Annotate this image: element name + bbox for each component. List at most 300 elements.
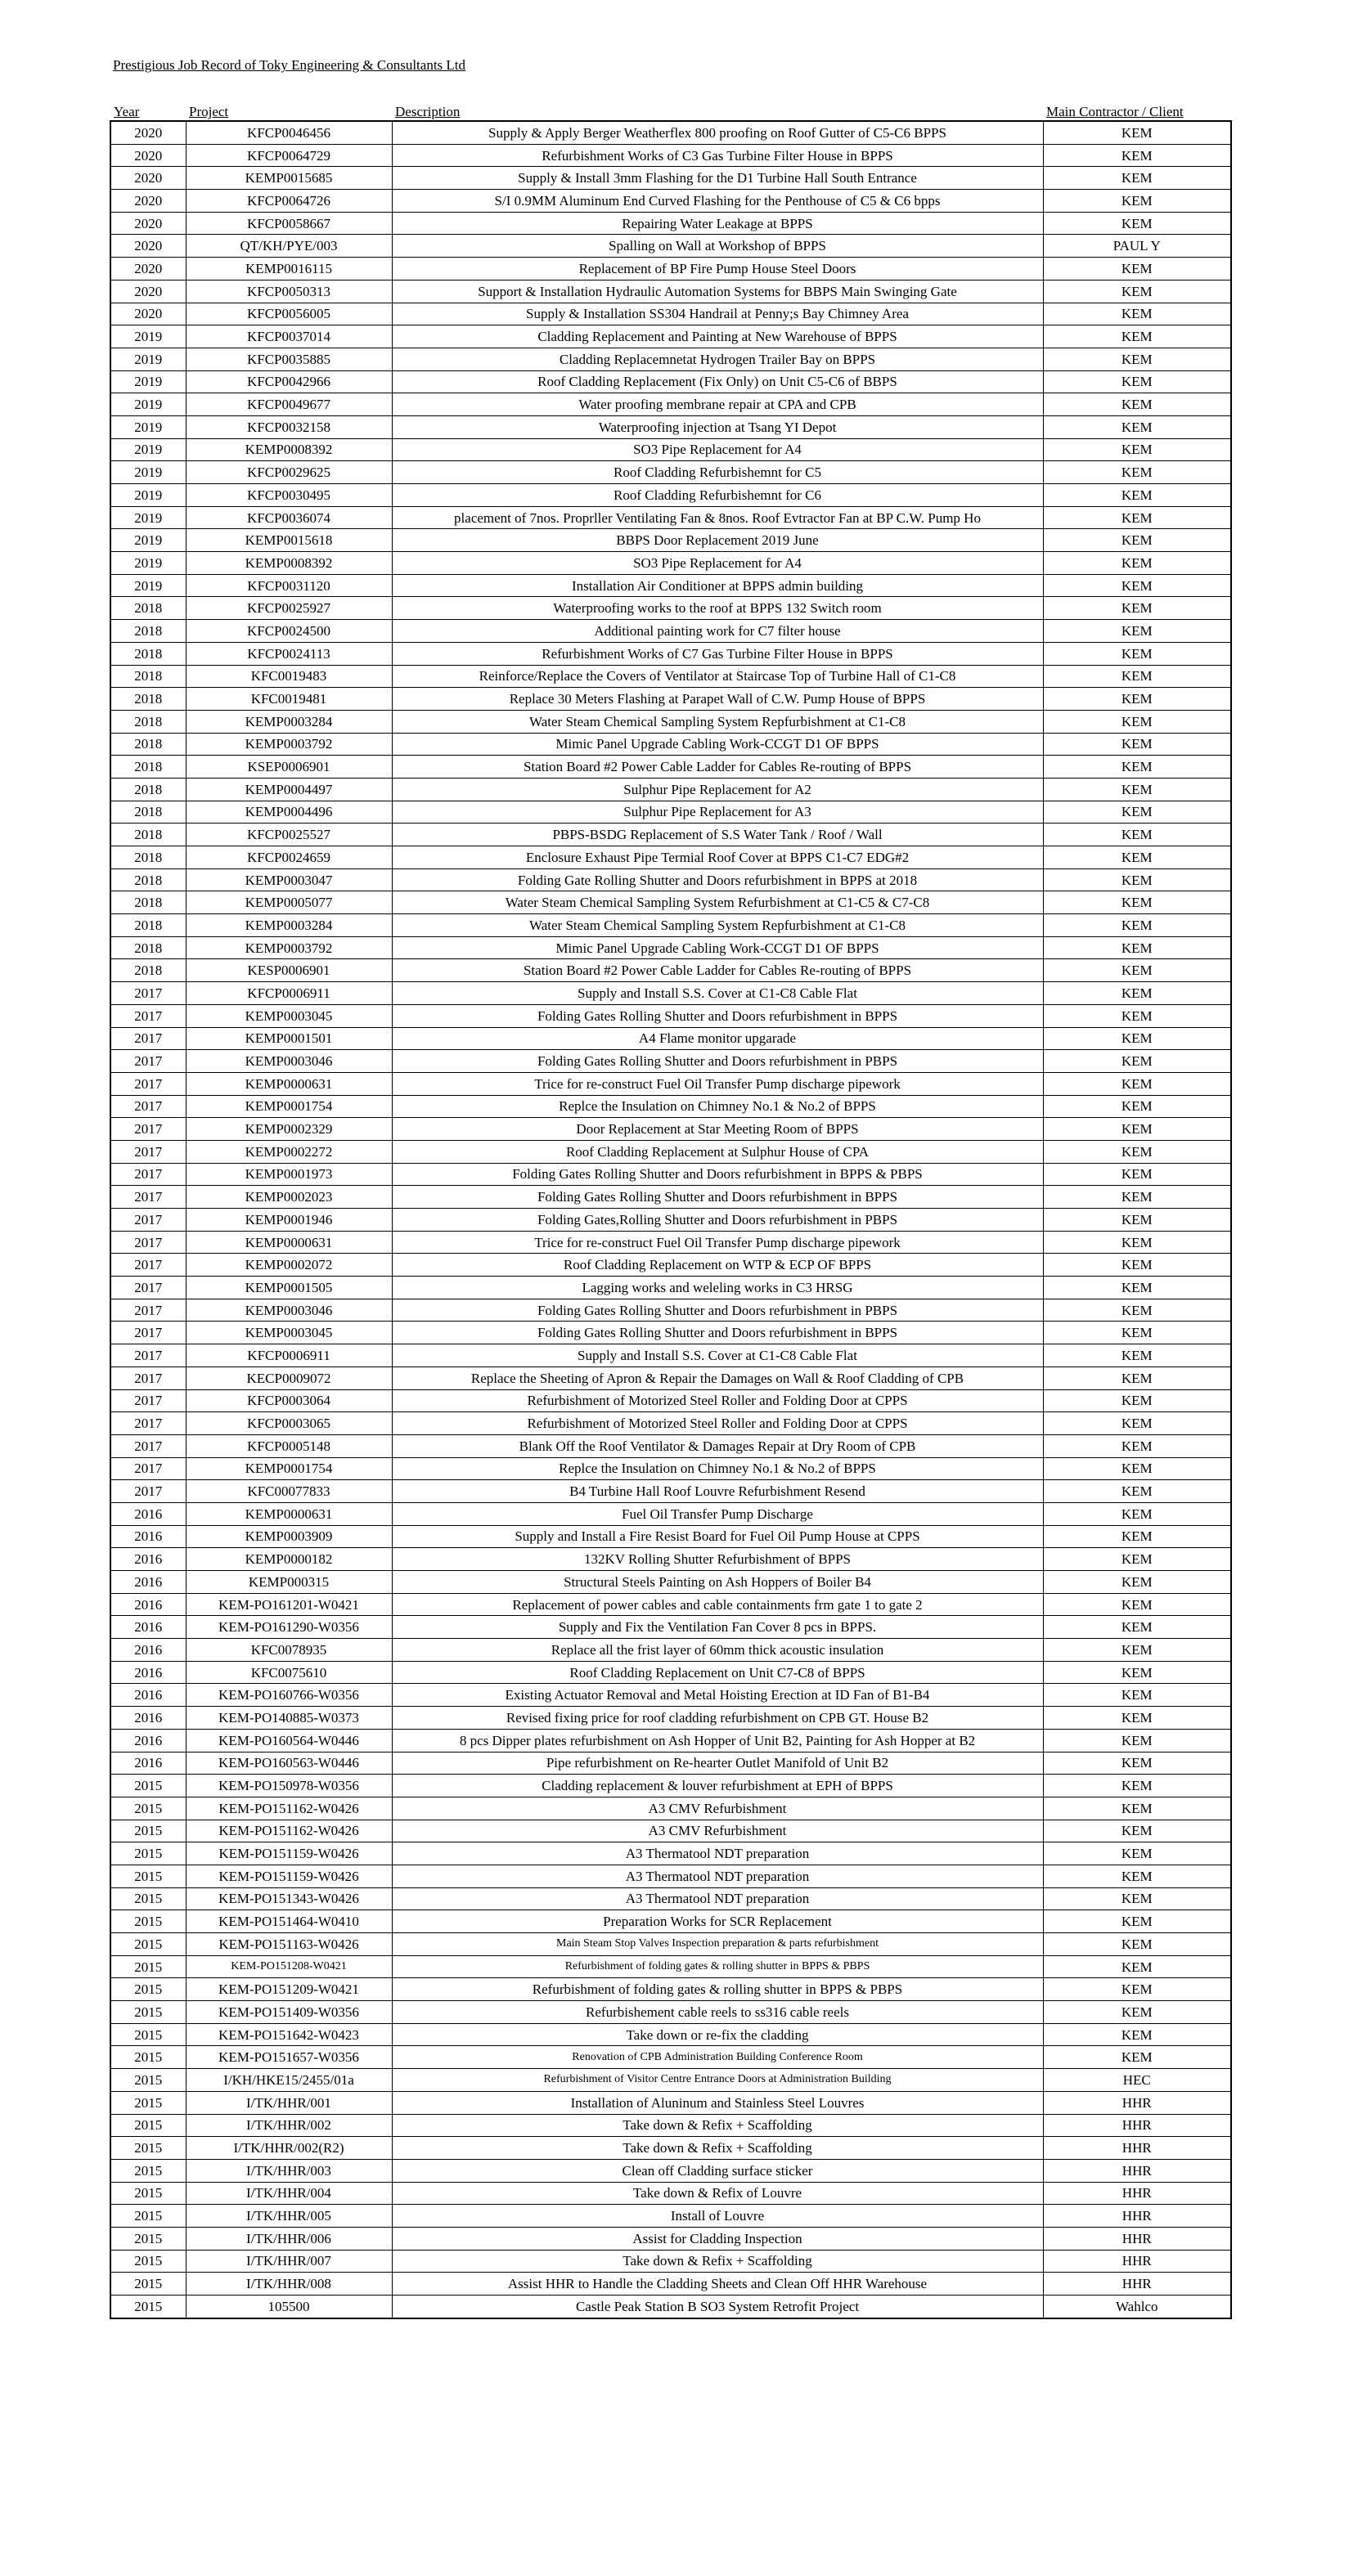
table-header-row — [110, 102, 1231, 121]
table-row — [110, 688, 1231, 711]
table-row — [110, 461, 1231, 484]
table-row — [110, 2091, 1231, 2114]
cell-project: KEM-PO151409-W0356 — [186, 2001, 392, 2024]
table-row — [110, 121, 1231, 144]
cell-year: 2015 — [110, 2250, 186, 2273]
table-row — [110, 1571, 1231, 1594]
cell-client: HHR — [1043, 2273, 1231, 2296]
cell-description: Refurbishement cable reels to ss316 cable reels — [392, 2001, 1043, 2024]
table-row — [110, 167, 1231, 190]
cell-year: 2019 — [110, 574, 186, 597]
table-row — [110, 258, 1231, 280]
cell-description: Preparation Works for SCR Replacement — [392, 1910, 1043, 1933]
cell-year: 2020 — [110, 167, 186, 190]
table-row — [110, 212, 1231, 235]
cell-description: Roof Cladding Refurbishemnt for C5 — [392, 461, 1043, 484]
cell-year: 2015 — [110, 1775, 186, 1797]
cell-description: Lagging works and weleling works in C3 HRSG — [392, 1277, 1043, 1299]
cell-year: 2017 — [110, 1118, 186, 1141]
cell-description: Folding Gates Rolling Shutter and Doors refurbishment in BPPS & PBPS — [392, 1163, 1043, 1186]
cell-description: Folding Gates,Rolling Shutter and Doors refurbishment in PBPS — [392, 1209, 1043, 1232]
cell-description: A3 Thermatool NDT preparation — [392, 1887, 1043, 1910]
cell-year: 2018 — [110, 710, 186, 733]
cell-year: 2017 — [110, 1140, 186, 1163]
cell-project: KFCP0042966 — [186, 370, 392, 393]
cell-project: I/TK/HHR/002(R2) — [186, 2137, 392, 2160]
cell-description: Refurbishment of folding gates & rolling shutter in BPPS & PBPS — [392, 1978, 1043, 2001]
cell-year: 2017 — [110, 1344, 186, 1367]
cell-year: 2018 — [110, 891, 186, 914]
cell-year: 2015 — [110, 1820, 186, 1842]
table-row — [110, 1639, 1231, 1662]
cell-client: KEM — [1043, 1502, 1231, 1525]
table-row — [110, 1775, 1231, 1797]
cell-project: KEMP0008392 — [186, 552, 392, 575]
cell-project: KFCP0006911 — [186, 982, 392, 1005]
table-row — [110, 597, 1231, 620]
cell-client: KEM — [1043, 1186, 1231, 1209]
cell-client: KEM — [1043, 1548, 1231, 1571]
table-row — [110, 1050, 1231, 1073]
cell-description: Reinforce/Replace the Covers of Ventilator at Staircase Top of Turbine Hall of C1-C8 — [392, 665, 1043, 688]
cell-description: Roof Cladding Replacement on WTP & ECP OF BPPS — [392, 1254, 1043, 1277]
cell-description: Replace the Sheeting of Apron & Repair the Damages on Wall & Roof Cladding of CPB — [392, 1367, 1043, 1389]
cell-description: Trice for re-construct Fuel Oil Transfer Pump discharge pipework — [392, 1231, 1043, 1254]
cell-client: KEM — [1043, 1593, 1231, 1616]
cell-project: KFCP0058667 — [186, 212, 392, 235]
cell-description: Roof Cladding Replacement on Unit C7-C8 of BPPS — [392, 1661, 1043, 1684]
cell-client: KEM — [1043, 1209, 1231, 1232]
cell-client: KEM — [1043, 1865, 1231, 1887]
cell-client: KEM — [1043, 914, 1231, 937]
header-client: Main Contractor / Client — [1046, 104, 1184, 119]
table-row — [110, 1457, 1231, 1480]
cell-project: KFCP0003065 — [186, 1412, 392, 1435]
cell-project: KEMP0016115 — [186, 258, 392, 280]
table-row — [110, 574, 1231, 597]
cell-client: KEM — [1043, 574, 1231, 597]
table-row — [110, 303, 1231, 325]
table-row — [110, 2182, 1231, 2205]
cell-year: 2015 — [110, 1933, 186, 1956]
cell-project: I/TK/HHR/005 — [186, 2205, 392, 2228]
cell-project: KEMP0002272 — [186, 1140, 392, 1163]
cell-client: KEM — [1043, 1820, 1231, 1842]
cell-client: HHR — [1043, 2159, 1231, 2182]
cell-project: KEMP0001754 — [186, 1095, 392, 1118]
cell-project: KEMP0003046 — [186, 1299, 392, 1322]
cell-client: KEM — [1043, 1322, 1231, 1344]
cell-client: KEM — [1043, 415, 1231, 438]
table-row — [110, 552, 1231, 575]
header-year: Year — [114, 104, 140, 119]
cell-client: KEM — [1043, 552, 1231, 575]
cell-client: KEM — [1043, 1571, 1231, 1594]
cell-project: KEMP0003045 — [186, 1322, 392, 1344]
cell-description: Folding Gates Rolling Shutter and Doors refurbishment in PBPS — [392, 1050, 1043, 1073]
table-row — [110, 2227, 1231, 2250]
cell-description: Castle Peak Station B SO3 System Retrofit Project — [392, 2296, 1043, 2318]
cell-project: KFCP0032158 — [186, 415, 392, 438]
cell-project: QT/KH/PYE/003 — [186, 235, 392, 258]
cell-client: KEM — [1043, 665, 1231, 688]
table-row — [110, 2023, 1231, 2046]
cell-year: 2018 — [110, 620, 186, 643]
cell-client: HHR — [1043, 2182, 1231, 2205]
table-row — [110, 914, 1231, 937]
cell-description: Assist HHR to Handle the Cladding Sheets and Clean Off HHR Warehouse — [392, 2273, 1043, 2296]
cell-description: 8 pcs Dipper plates refurbishment on Ash Hopper of Unit B2, Painting for Ash Hopper at B2 — [392, 1729, 1043, 1752]
cell-client: KEM — [1043, 1842, 1231, 1865]
cell-project: KEM-PO151464-W0410 — [186, 1910, 392, 1933]
table-row — [110, 824, 1231, 846]
cell-year: 2017 — [110, 1434, 186, 1457]
cell-project: KFCP0037014 — [186, 325, 392, 348]
table-row — [110, 280, 1231, 303]
cell-client: KEM — [1043, 303, 1231, 325]
cell-client: KEM — [1043, 756, 1231, 779]
cell-description: Supply and Install S.S. Cover at C1-C8 Cable Flat — [392, 982, 1043, 1005]
cell-year: 2015 — [110, 2205, 186, 2228]
cell-project: KEM-PO161201-W0421 — [186, 1593, 392, 1616]
cell-project: KEMP0003046 — [186, 1050, 392, 1073]
cell-client: HEC — [1043, 2069, 1231, 2092]
table-row — [110, 1865, 1231, 1887]
cell-description: Revised fixing price for roof cladding refurbishment on CPB GT. House B2 — [392, 1707, 1043, 1730]
cell-project: KEMP0002023 — [186, 1186, 392, 1209]
cell-description: Waterproofing works to the roof at BPPS 132 Switch room — [392, 597, 1043, 620]
table-row — [110, 393, 1231, 416]
cell-project: KFCP0025527 — [186, 824, 392, 846]
table-row — [110, 1434, 1231, 1457]
cell-project: KFCP0056005 — [186, 303, 392, 325]
cell-client: KEM — [1043, 1752, 1231, 1775]
cell-year: 2015 — [110, 1978, 186, 2001]
cell-project: KEMP0003792 — [186, 936, 392, 959]
cell-project: KFCP0064729 — [186, 144, 392, 167]
cell-year: 2016 — [110, 1729, 186, 1752]
cell-project: KEMP0003047 — [186, 868, 392, 891]
cell-year: 2018 — [110, 868, 186, 891]
cell-description: Supply and Install S.S. Cover at C1-C8 Cable Flat — [392, 1344, 1043, 1367]
cell-year: 2016 — [110, 1661, 186, 1684]
cell-description: Cladding replacement & louver refurbishment at EPH of BPPS — [392, 1775, 1043, 1797]
cell-project: KEM-PO140885-W0373 — [186, 1707, 392, 1730]
table-row — [110, 1593, 1231, 1616]
cell-description: Refurbishment of Motorized Steel Roller and Folding Door at CPPS — [392, 1389, 1043, 1412]
cell-description: Supply & Apply Berger Weatherflex 800 proofing on Roof Gutter of C5-C6 BPPS — [392, 121, 1043, 144]
cell-year: 2017 — [110, 1186, 186, 1209]
cell-client: KEM — [1043, 438, 1231, 461]
table-row — [110, 1820, 1231, 1842]
cell-year: 2017 — [110, 1027, 186, 1050]
cell-client: KEM — [1043, 597, 1231, 620]
table-row — [110, 144, 1231, 167]
cell-client: KEM — [1043, 710, 1231, 733]
table-row — [110, 1933, 1231, 1956]
cell-project: KEM-PO160563-W0446 — [186, 1752, 392, 1775]
cell-project: KFCP0005148 — [186, 1434, 392, 1457]
cell-project: KFCP0024113 — [186, 642, 392, 665]
cell-description: Repairing Water Leakage at BPPS — [392, 212, 1043, 235]
table-row — [110, 801, 1231, 824]
cell-client: KEM — [1043, 1729, 1231, 1752]
cell-client: HHR — [1043, 2205, 1231, 2228]
cell-description: Support & Installation Hydraulic Automation Systems for BBPS Main Swinging Gate — [392, 280, 1043, 303]
header-description: Description — [395, 104, 461, 119]
cell-client: KEM — [1043, 1344, 1231, 1367]
cell-description: Supply & Install 3mm Flashing for the D1 Turbine Hall South Entrance — [392, 167, 1043, 190]
cell-description: placement of 7nos. Proprller Ventilating Fan & 8nos. Roof Evtractor Fan at BP C.W. Pump Ho — [392, 506, 1043, 529]
cell-year: 2020 — [110, 121, 186, 144]
cell-description: Main Steam Stop Valves Inspection preparation & parts refurbishment — [392, 1933, 1043, 1956]
cell-client: KEM — [1043, 325, 1231, 348]
table-row — [110, 1389, 1231, 1412]
cell-client: KEM — [1043, 348, 1231, 370]
table-row — [110, 1842, 1231, 1865]
cell-client: KEM — [1043, 1004, 1231, 1027]
cell-description: Take down or re-fix the cladding — [392, 2023, 1043, 2046]
cell-year: 2018 — [110, 756, 186, 779]
cell-project: KEMP0004497 — [186, 778, 392, 801]
cell-year: 2018 — [110, 597, 186, 620]
cell-project: KEM-PO151343-W0426 — [186, 1887, 392, 1910]
table-row — [110, 2046, 1231, 2069]
cell-client: KEM — [1043, 1299, 1231, 1322]
cell-year: 2020 — [110, 190, 186, 213]
cell-client: KEM — [1043, 1797, 1231, 1820]
cell-description: Take down & Refix + Scaffolding — [392, 2114, 1043, 2137]
cell-year: 2017 — [110, 1457, 186, 1480]
cell-project: KFCP0046456 — [186, 121, 392, 144]
cell-project: I/TK/HHR/004 — [186, 2182, 392, 2205]
cell-project: I/TK/HHR/007 — [186, 2250, 392, 2273]
cell-client: KEM — [1043, 506, 1231, 529]
cell-description: A3 Thermatool NDT preparation — [392, 1865, 1043, 1887]
cell-project: KFCP0035885 — [186, 348, 392, 370]
cell-year: 2015 — [110, 1887, 186, 1910]
cell-year: 2015 — [110, 2137, 186, 2160]
cell-year: 2016 — [110, 1752, 186, 1775]
table-row — [110, 868, 1231, 891]
table-row — [110, 1072, 1231, 1095]
cell-year: 2017 — [110, 1412, 186, 1435]
cell-year: 2016 — [110, 1684, 186, 1707]
cell-year: 2020 — [110, 144, 186, 167]
cell-description: S/I 0.9MM Aluminum End Curved Flashing for the Penthouse of C5 & C6 bpps — [392, 190, 1043, 213]
cell-year: 2015 — [110, 2273, 186, 2296]
cell-project: KEM-PO151162-W0426 — [186, 1820, 392, 1842]
cell-project: KESP0006901 — [186, 959, 392, 982]
cell-client: KEM — [1043, 1457, 1231, 1480]
cell-client: KEM — [1043, 1140, 1231, 1163]
cell-client: KEM — [1043, 167, 1231, 190]
cell-project: KSEP0006901 — [186, 756, 392, 779]
cell-description: Station Board #2 Power Cable Ladder for Cables Re-routing of BPPS — [392, 959, 1043, 982]
cell-year: 2016 — [110, 1525, 186, 1548]
cell-project: KEMP0015618 — [186, 529, 392, 552]
cell-project: KEM-PO151159-W0426 — [186, 1842, 392, 1865]
table-row — [110, 1004, 1231, 1027]
cell-project: KFCP0049677 — [186, 393, 392, 416]
table-row — [110, 1344, 1231, 1367]
cell-year: 2019 — [110, 393, 186, 416]
cell-description: Cladding Replacement and Painting at New Warehouse of BPPS — [392, 325, 1043, 348]
cell-description: Refurbishment Works of C3 Gas Turbine Filter House in BPPS — [392, 144, 1043, 167]
cell-client: KEM — [1043, 733, 1231, 756]
cell-description: Folding Gates Rolling Shutter and Doors refurbishment in PBPS — [392, 1299, 1043, 1322]
cell-description: Replce the Insulation on Chimney No.1 & No.2 of BPPS — [392, 1095, 1043, 1118]
cell-client: KEM — [1043, 778, 1231, 801]
cell-client: KEM — [1043, 1525, 1231, 1548]
cell-project: KFC0078935 — [186, 1639, 392, 1662]
cell-project: KFCP0024659 — [186, 846, 392, 869]
cell-project: KEMP0000631 — [186, 1072, 392, 1095]
cell-description: Sulphur Pipe Replacement for A2 — [392, 778, 1043, 801]
cell-project: KFCP0036074 — [186, 506, 392, 529]
table-row — [110, 2273, 1231, 2296]
cell-year: 2015 — [110, 1842, 186, 1865]
cell-project: I/KH/HKE15/2455/01a — [186, 2069, 392, 2092]
cell-client: KEM — [1043, 846, 1231, 869]
cell-client: KEM — [1043, 1775, 1231, 1797]
cell-description: Folding Gates Rolling Shutter and Doors refurbishment in BPPS — [392, 1186, 1043, 1209]
cell-project: KEMP0008392 — [186, 438, 392, 461]
table-row — [110, 2205, 1231, 2228]
cell-project: KFCP0006911 — [186, 1344, 392, 1367]
cell-year: 2019 — [110, 506, 186, 529]
cell-year: 2018 — [110, 959, 186, 982]
table-row — [110, 1707, 1231, 1730]
cell-year: 2017 — [110, 1095, 186, 1118]
cell-year: 2018 — [110, 778, 186, 801]
cell-client: KEM — [1043, 1072, 1231, 1095]
cell-year: 2017 — [110, 1322, 186, 1344]
cell-project: KEMP0004496 — [186, 801, 392, 824]
cell-project: KFCP0025927 — [186, 597, 392, 620]
cell-client: KEM — [1043, 144, 1231, 167]
cell-project: KEM-PO151642-W0423 — [186, 2023, 392, 2046]
table-row — [110, 982, 1231, 1005]
cell-description: Mimic Panel Upgrade Cabling Work-CCGT D1 OF BPPS — [392, 733, 1043, 756]
cell-description: Structural Steels Painting on Ash Hoppers of Boiler B4 — [392, 1571, 1043, 1594]
cell-project: KFCP0030495 — [186, 484, 392, 507]
cell-year: 2016 — [110, 1707, 186, 1730]
cell-project: I/TK/HHR/003 — [186, 2159, 392, 2182]
cell-client: KEM — [1043, 1118, 1231, 1141]
table-row — [110, 2250, 1231, 2273]
cell-client: KEM — [1043, 2046, 1231, 2069]
cell-year: 2018 — [110, 688, 186, 711]
cell-project: KEMP0003909 — [186, 1525, 392, 1548]
cell-year: 2019 — [110, 461, 186, 484]
cell-client: KEM — [1043, 1955, 1231, 1978]
table-row — [110, 2069, 1231, 2092]
cell-description: Roof Cladding Replacement at Sulphur House of CPA — [392, 1140, 1043, 1163]
cell-project: KFC0075610 — [186, 1661, 392, 1684]
table-row — [110, 438, 1231, 461]
cell-client: Wahlco — [1043, 2296, 1231, 2318]
cell-year: 2017 — [110, 1254, 186, 1277]
cell-description: Existing Actuator Removal and Metal Hoisting Erection at ID Fan of B1-B4 — [392, 1684, 1043, 1707]
cell-year: 2019 — [110, 370, 186, 393]
table-row — [110, 1163, 1231, 1186]
cell-description: A4 Flame monitor upgarade — [392, 1027, 1043, 1050]
cell-project: KFC0019483 — [186, 665, 392, 688]
table-row — [110, 1277, 1231, 1299]
table-row — [110, 1955, 1231, 1978]
cell-description: Replace 30 Meters Flashing at Parapet Wall of C.W. Pump House of BPPS — [392, 688, 1043, 711]
cell-year: 2018 — [110, 642, 186, 665]
cell-description: B4 Turbine Hall Roof Louvre Refurbishment Resend — [392, 1480, 1043, 1503]
cell-description: A3 CMV Refurbishment — [392, 1797, 1043, 1820]
cell-client: KEM — [1043, 2023, 1231, 2046]
page-title: Prestigious Job Record of Toky Engineering & Consultants Ltd — [113, 57, 466, 73]
cell-project: KEM-PO151208-W0421 — [186, 1955, 392, 1978]
cell-year: 2015 — [110, 2023, 186, 2046]
table-row — [110, 1367, 1231, 1389]
cell-project: KEMP0001501 — [186, 1027, 392, 1050]
cell-client: KEM — [1043, 868, 1231, 891]
cell-client: KEM — [1043, 1412, 1231, 1435]
cell-description: 132KV Rolling Shutter Refurbishment of BPPS — [392, 1548, 1043, 1571]
cell-client: KEM — [1043, 393, 1231, 416]
cell-client: KEM — [1043, 1050, 1231, 1073]
table-row — [110, 2137, 1231, 2160]
cell-project: I/TK/HHR/006 — [186, 2227, 392, 2250]
table-row — [110, 1140, 1231, 1163]
cell-description: Roof Cladding Replacement (Fix Only) on Unit C5-C6 of BBPS — [392, 370, 1043, 393]
cell-project: KEMP0000182 — [186, 1548, 392, 1571]
cell-year: 2017 — [110, 1480, 186, 1503]
cell-description: Supply and Install a Fire Resist Board for Fuel Oil Pump House at CPPS — [392, 1525, 1043, 1548]
cell-year: 2019 — [110, 325, 186, 348]
cell-client: KEM — [1043, 1434, 1231, 1457]
cell-project: KFCP0003064 — [186, 1389, 392, 1412]
cell-client: KEM — [1043, 1661, 1231, 1684]
cell-client: KEM — [1043, 891, 1231, 914]
cell-project: 105500 — [186, 2296, 392, 2318]
cell-year: 2015 — [110, 2227, 186, 2250]
cell-client: KEM — [1043, 936, 1231, 959]
cell-description: Mimic Panel Upgrade Cabling Work-CCGT D1 OF BPPS — [392, 936, 1043, 959]
table-row — [110, 1616, 1231, 1639]
table-row — [110, 1118, 1231, 1141]
cell-client: HHR — [1043, 2227, 1231, 2250]
table-row — [110, 959, 1231, 982]
cell-year: 2015 — [110, 2046, 186, 2069]
table-row — [110, 1978, 1231, 2001]
table-row — [110, 1752, 1231, 1775]
cell-description: Refurbishment Works of C7 Gas Turbine Filter House in BPPS — [392, 642, 1043, 665]
cell-year: 2016 — [110, 1616, 186, 1639]
cell-year: 2016 — [110, 1639, 186, 1662]
table-row — [110, 1525, 1231, 1548]
cell-year: 2019 — [110, 529, 186, 552]
cell-project: KEM-PO160766-W0356 — [186, 1684, 392, 1707]
cell-description: Renovation of CPB Administration Building Conference Room — [392, 2046, 1043, 2069]
cell-description: SO3 Pipe Replacement for A4 — [392, 552, 1043, 575]
cell-year: 2015 — [110, 2182, 186, 2205]
cell-project: KEMP0005077 — [186, 891, 392, 914]
cell-client: KEM — [1043, 461, 1231, 484]
cell-description: Supply & Installation SS304 Handrail at Penny;s Bay Chimney Area — [392, 303, 1043, 325]
cell-description: Waterproofing injection at Tsang YI Depot — [392, 415, 1043, 438]
cell-description: Additional painting work for C7 filter house — [392, 620, 1043, 643]
cell-project: I/TK/HHR/002 — [186, 2114, 392, 2137]
cell-client: KEM — [1043, 620, 1231, 643]
table-row — [110, 1299, 1231, 1322]
